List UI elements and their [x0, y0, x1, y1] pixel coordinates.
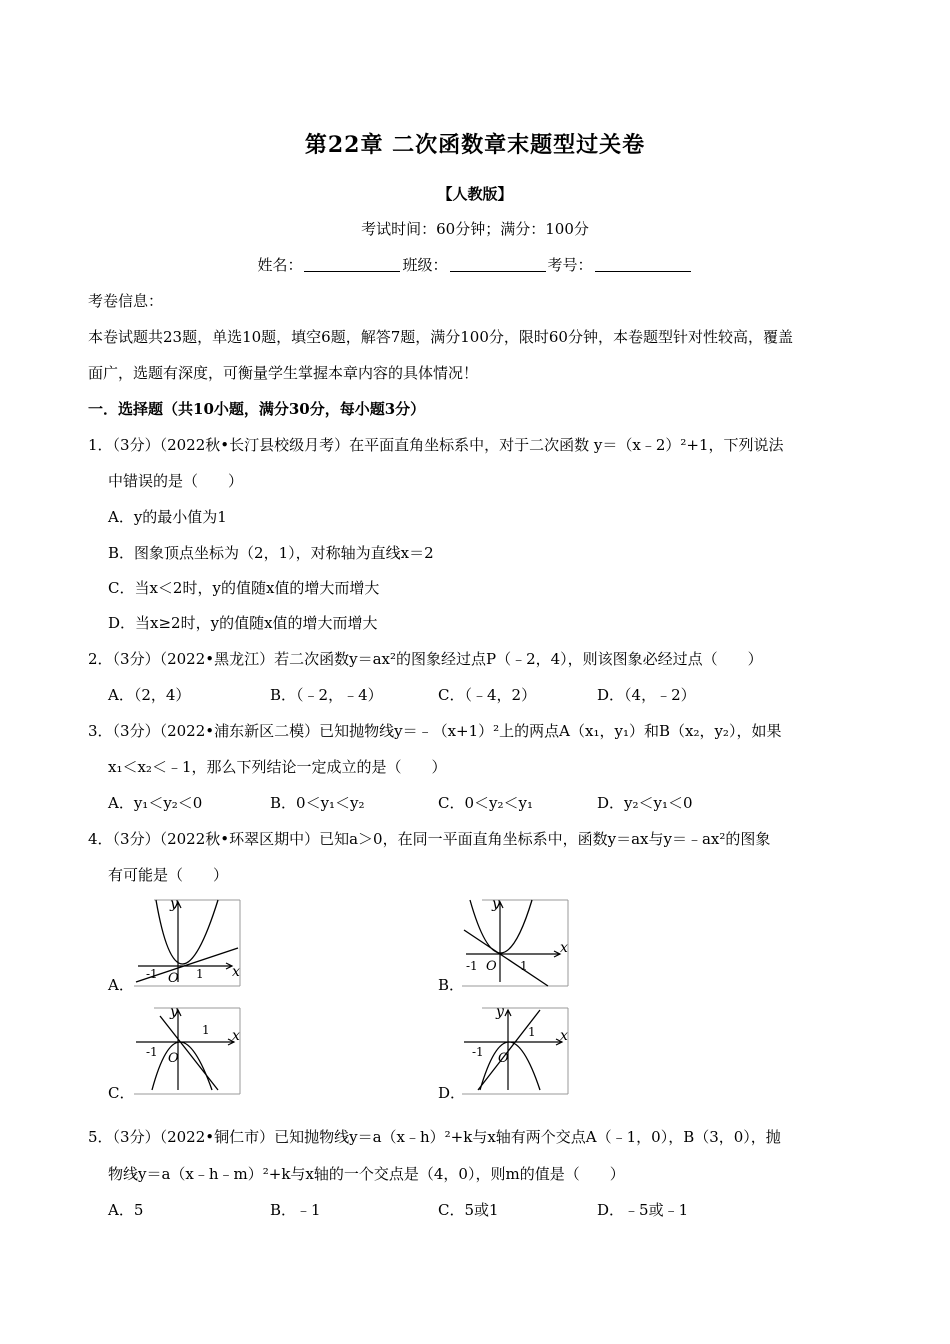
origin-label: O [498, 1051, 509, 1066]
number-label: 考号： [547, 256, 593, 274]
origin-label: O [486, 959, 497, 974]
q1-option-a: A．y的最小值为1 [108, 508, 227, 526]
name-label: 姓名： [257, 256, 303, 274]
q2-stem: 2．（3分）（2022•黑龙江）若二次函数y＝ax²的图象经过点P（﹣2，4），则该图象必经过点（ ） [88, 650, 763, 668]
info-line-2: 面广，选题有深度，可衡量学生掌握本章内容的具体情况！ [88, 364, 479, 382]
line-curve [478, 1010, 540, 1090]
q3-option-c: C．0＜y₂＜y₁ [438, 794, 533, 812]
q4-option-c: C． [108, 1084, 135, 1102]
x-label: x [232, 1028, 240, 1044]
tick-pos-1: 1 [528, 1025, 536, 1039]
y-label: y [496, 1004, 504, 1020]
q3-stem-line1: 3．（3分）（2022•浦东新区二模）已知抛物线y＝﹣（x+1）²上的两点A（x₁，y₁）和B（x₂，y₂），如果 [88, 722, 782, 740]
exam-time: 考试时间：60分钟；满分：100分 [361, 220, 589, 238]
edition-label: 【人教版】 [437, 185, 513, 203]
info-line-1: 本卷试题共23题，单选10题，填空6题，解答7题，满分100分，限时60分钟，本卷题型针对性较高，覆盖 [88, 328, 793, 346]
q3-option-b: B．0＜y₁＜y₂ [270, 794, 365, 812]
q5-stem-line1: 5．（3分）（2022•铜仁市）已知抛物线y＝a（x﹣h）²+k与x轴有两个交点A（﹣1，0），B（3，0），抛 [88, 1128, 781, 1146]
q2-option-c: C．（﹣4，2） [438, 686, 537, 704]
student-info-row [0, 254, 950, 275]
q4-option-b: B． [438, 976, 465, 994]
tick-neg-1: -1 [146, 967, 158, 981]
q5-option-c: C．5或1 [438, 1201, 499, 1219]
q4-option-d: D． [438, 1084, 466, 1102]
tick-pos-1: 1 [202, 1023, 210, 1037]
q1-stem-line1: 1．（3分）（2022秋•长汀县校级月考）在平面直角坐标系中，对于二次函数 y＝（x﹣2）²+1，下列说法 [88, 436, 784, 454]
q2-option-a: A．（2，4） [108, 686, 191, 704]
q1-stem-line2: 中错误的是（ ） [108, 472, 244, 490]
name-blank [304, 257, 400, 272]
line-curve [464, 930, 548, 986]
q2-option-b: B．（﹣2，﹣4） [270, 686, 383, 704]
tick-neg-1: -1 [146, 1045, 158, 1059]
x-label: x [560, 940, 568, 956]
q1-option-c: C．当x＜2时，y的值随x值的增大而增大 [108, 579, 380, 597]
x-label: x [560, 1028, 568, 1044]
tick-pos-1: 1 [196, 967, 204, 981]
q1-option-b: B．图象顶点坐标为（2，1），对称轴为直线x＝2 [108, 544, 434, 562]
y-label: y [170, 1004, 178, 1020]
tick-pos-1: 1 [520, 959, 528, 973]
q3-stem-line2: x₁＜x₂＜﹣1，那么下列结论一定成立的是（ ） [108, 758, 447, 776]
q3-option-a: A．y₁＜y₂＜0 [108, 794, 203, 812]
q5-option-b: B．﹣1 [270, 1201, 321, 1219]
q4-graph-a [134, 896, 242, 988]
q5-option-a: A．5 [108, 1201, 144, 1219]
page-title: 第22章 二次函数章末题型过关卷 [304, 132, 646, 158]
number-blank [595, 257, 691, 272]
q5-stem-line2: 物线y＝a（x﹣h﹣m）²+k与x轴的一个交点是（4，0），则m的值是（ ） [108, 1165, 625, 1183]
y-label: y [492, 896, 500, 912]
q5-option-d: D．﹣5或﹣1 [597, 1201, 689, 1219]
tick-neg-1: -1 [466, 959, 478, 973]
section-title: 一．选择题（共10小题，满分30分，每小题3分） [88, 400, 426, 418]
q4-graph-b [462, 896, 570, 988]
x-label: x [232, 964, 240, 980]
parabola-curve [152, 1042, 212, 1090]
q4-stem-line1: 4．（3分）（2022秋•环翠区期中）已知a＞0，在同一平面直角坐标系中，函数y＝ax与y＝﹣ax²的图象 [88, 830, 771, 848]
parabola-curve [470, 900, 532, 953]
tick-neg-1: -1 [472, 1045, 484, 1059]
info-label: 考卷信息： [88, 292, 164, 310]
q2-option-d: D．（4，﹣2） [597, 686, 696, 704]
y-label: y [170, 896, 178, 912]
class-label: 班级： [402, 256, 448, 274]
q3-option-d: D．y₂＜y₁＜0 [597, 794, 693, 812]
origin-label: O [168, 1051, 179, 1066]
q4-graph-d [462, 1004, 570, 1096]
q4-graph-c [134, 1004, 242, 1096]
q1-option-d: D．当x≥2时，y的值随x值的增大而增大 [108, 614, 378, 632]
parabola-curve [156, 900, 218, 964]
origin-label: O [168, 971, 179, 986]
q4-stem-line2: 有可能是（ ） [108, 866, 229, 884]
q4-option-a: A． [108, 976, 134, 994]
class-blank [450, 257, 546, 272]
